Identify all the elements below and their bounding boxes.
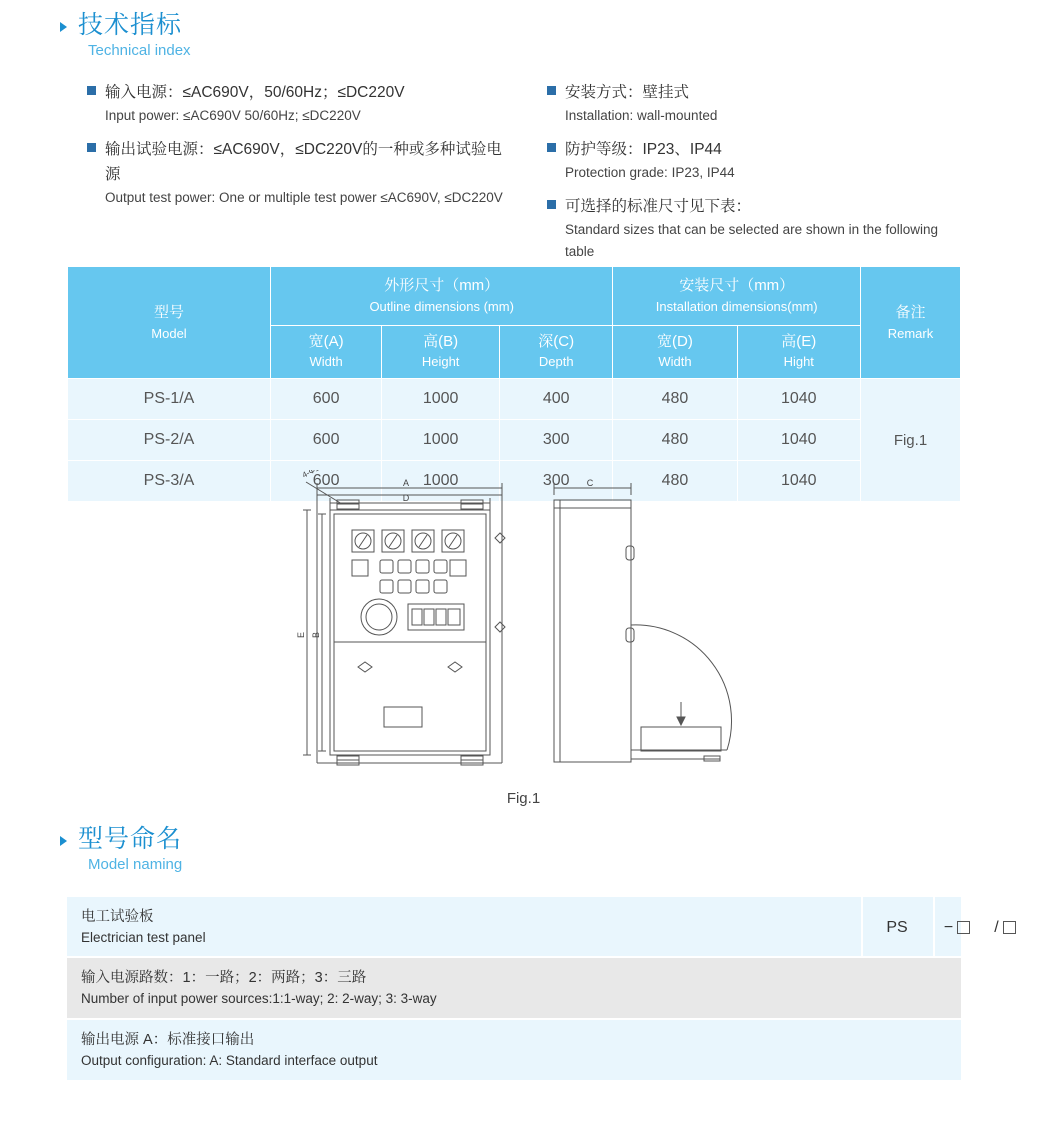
section-title-cn: 技术指标 <box>78 11 183 39</box>
bullet-square-icon <box>547 86 556 95</box>
col-model-en: Model <box>151 325 187 341</box>
col-remark <box>861 267 961 379</box>
empty-box-icon <box>1003 921 1016 934</box>
section-title-en: Technical index <box>88 42 191 59</box>
cabinet-drawing <box>290 470 760 790</box>
code-slot-1 <box>933 897 979 958</box>
naming-row-product <box>67 897 999 958</box>
col-install-en: Installation dimensions(mm) <box>655 299 818 314</box>
bullet-square-icon <box>547 200 556 209</box>
naming-en: Electrician test panel <box>81 930 206 945</box>
bullet-square-icon <box>87 86 96 95</box>
hole-note: 4-Φ14 <box>300 470 325 480</box>
col-model <box>68 267 271 379</box>
specification-table <box>67 266 961 502</box>
col-outline-cn: 外形尺寸（mm） <box>384 277 500 294</box>
cell-height-e: 1040 <box>737 420 861 461</box>
feature-list-left <box>85 80 505 219</box>
cell-model: PS-2/A <box>68 420 271 461</box>
feature-cn: 安装方式：壁挂式 <box>565 84 690 101</box>
cell-width-a: 600 <box>271 379 382 420</box>
dim-label-b: B <box>311 631 321 639</box>
table-row <box>68 379 961 420</box>
dim-label-a: A <box>402 478 410 488</box>
cell-height-b: 1000 <box>382 461 500 502</box>
feature-en: Installation: wall-mounted <box>565 108 718 123</box>
naming-row-input-sources <box>67 958 961 1020</box>
cell-depth-c: 400 <box>500 379 613 420</box>
table-row <box>68 420 961 461</box>
cell-width-d: 480 <box>613 379 737 420</box>
code-prefix: PS <box>861 897 931 958</box>
subcol-height-b: 高(B) Height <box>382 326 500 379</box>
model-naming-block <box>67 897 999 1082</box>
naming-en: Number of input power sources:1:1-way; 2: 2-way; 3: 3-way <box>81 991 437 1006</box>
feature-item <box>545 194 965 263</box>
feature-cn: 输出试验电源：≤AC690V，≤DC220V的一种或多种试验电源 <box>105 141 502 183</box>
col-install-cn: 安装尺寸（mm） <box>679 277 795 294</box>
col-remark-cn: 备注 <box>895 303 926 321</box>
cell-width-a: 600 <box>271 461 382 502</box>
cell-model: PS-3/A <box>68 461 271 502</box>
feature-item <box>545 80 965 127</box>
feature-cn: 可选择的标准尺寸见下表： <box>565 198 752 215</box>
code-slot-1-symbol: − <box>943 918 954 936</box>
section-model-naming <box>60 824 182 876</box>
dim-label-e: E <box>296 631 306 639</box>
feature-en: Output test power: One or multiple test power ≤AC690V, ≤DC220V <box>105 190 503 205</box>
naming-cn: 输入电源路数：1：一路；2：两路；3：三路 <box>81 970 367 986</box>
naming-cn: 输出电源 A：标准接口输出 <box>81 1032 255 1048</box>
subcol-depth-c: 深(C) Depth <box>500 326 613 379</box>
feature-en: Standard sizes that can be selected are shown in the following table <box>565 222 938 259</box>
naming-en: Output configuration: A: Standard interface output <box>81 1053 378 1068</box>
cabinet-drawing-svg <box>290 470 760 790</box>
feature-en: Protection grade: IP23, IP44 <box>565 165 735 180</box>
cell-model: PS-1/A <box>68 379 271 420</box>
section-technical-index <box>60 10 191 62</box>
subcol-width-d: 宽(D) Width <box>613 326 737 379</box>
feature-en: Input power: ≤AC690V 50/60Hz; ≤DC220V <box>105 108 361 123</box>
cell-height-e: 1040 <box>737 461 861 502</box>
col-remark-en: Remark <box>887 325 934 341</box>
figure-caption: Fig.1 <box>506 790 541 807</box>
table-header-row-main <box>68 267 961 326</box>
subcol-width-a: 宽(A) Width <box>271 326 382 379</box>
empty-box-icon <box>957 921 970 934</box>
section-title-cn: 型号命名 <box>78 825 183 853</box>
cell-height-e: 1040 <box>737 379 861 420</box>
code-slot-2-symbol: / <box>994 918 999 936</box>
col-outline <box>271 267 613 326</box>
cell-remark: Fig.1 <box>861 379 961 502</box>
bullet-square-icon <box>87 143 96 152</box>
col-install <box>613 267 861 326</box>
cell-width-a: 600 <box>271 420 382 461</box>
section-title-en: Model naming <box>88 856 183 873</box>
cell-depth-c: 300 <box>500 420 613 461</box>
col-model-cn: 型号 <box>153 303 184 321</box>
dim-label-c: C <box>586 478 594 488</box>
cell-width-d: 480 <box>613 420 737 461</box>
naming-cn: 电工试验板 <box>81 909 154 925</box>
cell-height-b: 1000 <box>382 420 500 461</box>
triangle-right-icon <box>60 836 67 846</box>
feature-list-right <box>545 80 965 273</box>
bullet-square-icon <box>547 143 556 152</box>
feature-cn: 输入电源：≤AC690V，50/60Hz；≤DC220V <box>105 84 405 101</box>
cell-width-d: 480 <box>613 461 737 502</box>
code-slot-2 <box>981 897 1027 958</box>
cell-height-b: 1000 <box>382 379 500 420</box>
feature-item <box>85 80 505 127</box>
cell-depth-c: 300 <box>500 461 613 502</box>
naming-row-output-config <box>67 1020 961 1082</box>
dim-label-d: D <box>402 493 410 503</box>
subcol-height-e: 高(E) Hight <box>737 326 861 379</box>
feature-item <box>85 137 505 209</box>
col-outline-en: Outline dimensions (mm) <box>369 299 514 314</box>
feature-item <box>545 137 965 184</box>
triangle-right-icon <box>60 22 67 32</box>
feature-cn: 防护等级：IP23、IP44 <box>565 141 722 158</box>
